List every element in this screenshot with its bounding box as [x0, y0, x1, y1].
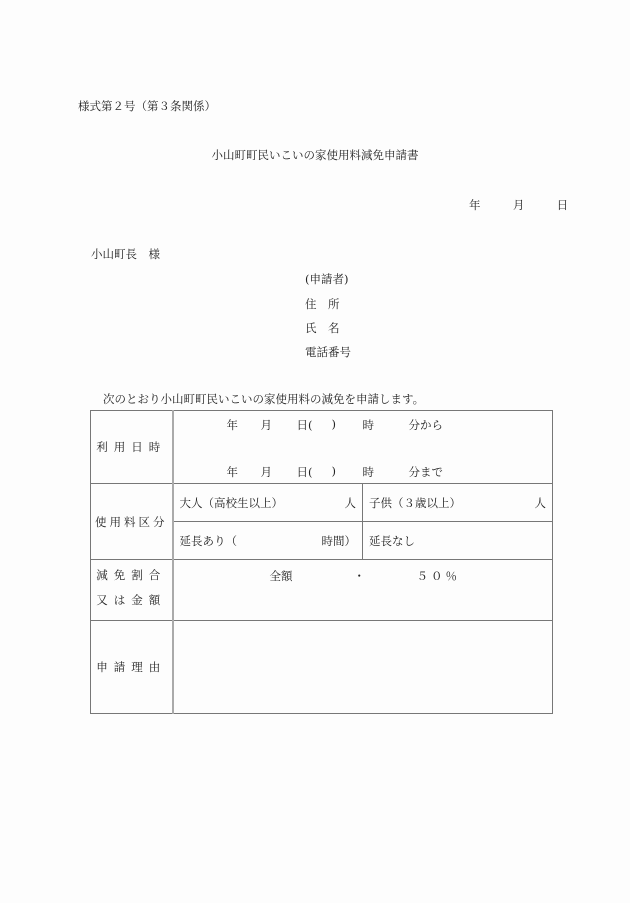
address-label: 住 所: [305, 297, 340, 311]
option-half[interactable]: ５０％: [416, 569, 460, 583]
applicant-heading: (申請者): [305, 272, 349, 286]
phone-label: 電話番号: [305, 345, 351, 359]
adult-count-field[interactable]: 大人（高校生以上） 人: [173, 484, 363, 522]
document-title: 小山町町民いこいの家使用料減免申請書: [211, 148, 419, 162]
intro-text: 次のとおり小山町町民いこいの家使用料の減免を申請します。: [103, 392, 425, 406]
reduction-field[interactable]: [173, 560, 553, 621]
fee-category-label: 使用料区分: [91, 484, 173, 560]
form-number: 様式第２号（第３条関係）: [78, 99, 216, 113]
reason-row: [91, 621, 553, 714]
extension-yes-field[interactable]: 延長あり（ 時間）: [173, 522, 363, 560]
reason-label: 申請理由: [91, 621, 173, 714]
application-table: [90, 410, 553, 714]
addressee: 小山町長 様: [91, 247, 160, 261]
usage-datetime-label: 利用日時: [91, 411, 173, 484]
usage-datetime-field[interactable]: 年 月 日( ) 時 分から 年 月 日( ) 時 分まで: [173, 411, 553, 484]
reduction-row: [91, 560, 553, 621]
date-year: 年: [469, 198, 481, 212]
option-separator: ・: [353, 569, 365, 583]
fee-category-row: [91, 484, 553, 522]
usage-datetime-row: [91, 411, 553, 484]
reduction-label: 減免割合 又は金額: [91, 560, 173, 621]
date-month: 月: [512, 198, 525, 212]
name-label: 氏 名: [305, 321, 340, 335]
extension-no-option[interactable]: 延長なし: [363, 522, 553, 560]
application-date: [469, 197, 568, 213]
child-count-field[interactable]: 子供（３歳以上） 人: [363, 484, 553, 522]
option-full-amount[interactable]: 全額: [269, 569, 293, 583]
reason-field[interactable]: [173, 621, 553, 714]
date-day: 日: [556, 198, 569, 212]
